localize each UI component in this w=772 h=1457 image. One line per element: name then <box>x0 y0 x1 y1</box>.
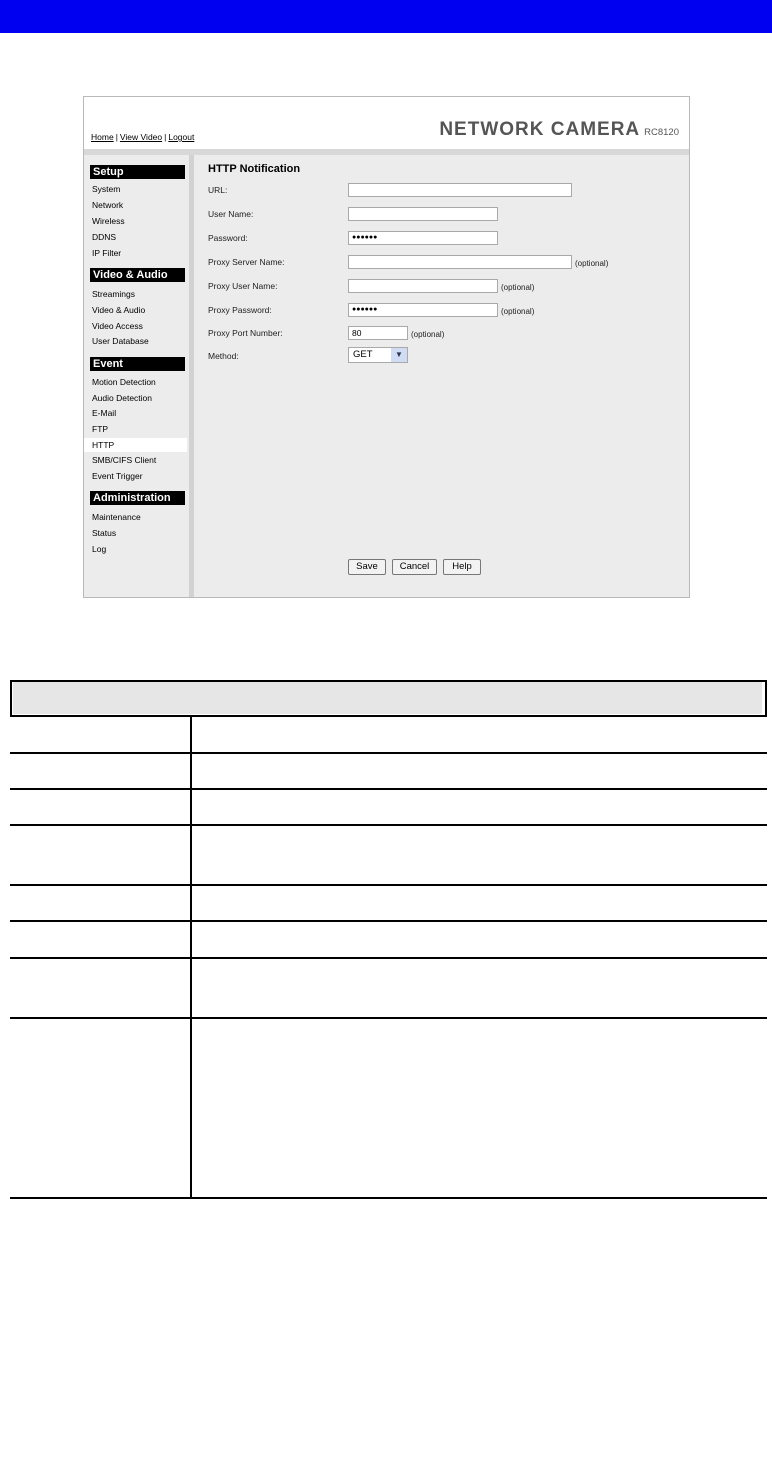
camera-header <box>84 97 689 149</box>
sidebar-item-video-access[interactable]: Video Access <box>92 321 143 331</box>
url-field[interactable] <box>348 183 572 197</box>
help-button[interactable]: Help <box>443 559 481 575</box>
brand-model: RC8120 <box>644 127 679 138</box>
method-label: Method: <box>208 351 239 361</box>
link-separator: | <box>164 132 167 142</box>
proxy-user-name-field[interactable] <box>348 279 498 293</box>
user-name-label: User Name: <box>208 209 254 219</box>
save-button[interactable]: Save <box>348 559 386 575</box>
sidebar <box>84 155 194 597</box>
top-bar <box>0 0 772 33</box>
table-row-divider <box>10 920 767 922</box>
table-border-right <box>765 680 767 716</box>
table-column-divider <box>190 716 192 1199</box>
header-links <box>91 132 194 142</box>
password-field[interactable]: ●●●●●● <box>348 231 498 245</box>
sidebar-item-wireless[interactable]: Wireless <box>92 216 125 226</box>
logout-link[interactable]: Logout <box>168 132 195 142</box>
cancel-button[interactable]: Cancel <box>392 559 437 575</box>
chevron-down-icon[interactable]: ▼ <box>391 348 407 362</box>
url-label: URL: <box>208 185 228 195</box>
table-row-divider <box>10 884 767 886</box>
sidebar-item-motion-detection[interactable]: Motion Detection <box>92 377 156 387</box>
password-label: Password: <box>208 233 248 243</box>
link-separator: | <box>115 132 118 142</box>
sidebar-item-streamings[interactable]: Streamings <box>92 289 135 299</box>
proxy-port-number-field[interactable]: 80 <box>348 326 408 340</box>
sidebar-item-http[interactable]: HTTP <box>84 438 187 452</box>
method-select[interactable] <box>348 347 408 363</box>
optional-note: (optional) <box>575 259 609 268</box>
sidebar-section-video-audio: Video & Audio <box>90 268 185 282</box>
sidebar-item-ip-filter[interactable]: IP Filter <box>92 248 122 258</box>
method-value: GET <box>353 349 373 360</box>
sidebar-item-network[interactable]: Network <box>92 200 124 210</box>
table-row-divider <box>10 788 767 790</box>
sidebar-item-smb-cifs-client[interactable]: SMB/CIFS Client <box>92 455 157 465</box>
view-video-link[interactable]: View Video <box>119 132 163 142</box>
table-row-divider <box>10 1017 767 1019</box>
page-title: HTTP Notification <box>208 163 301 175</box>
proxy-password-field[interactable]: ●●●●●● <box>348 303 498 317</box>
sidebar-item-audio-detection[interactable]: Audio Detection <box>92 393 153 403</box>
table-border-bottom <box>10 1197 767 1199</box>
user-name-field[interactable] <box>348 207 498 221</box>
sidebar-item-status[interactable]: Status <box>92 528 117 538</box>
optional-note: (optional) <box>501 283 535 292</box>
optional-note: (optional) <box>411 330 445 339</box>
sidebar-item-video-audio[interactable]: Video & Audio <box>92 305 146 315</box>
brand-name: NETWORK CAMERA <box>439 119 641 140</box>
table-row-divider <box>10 957 767 959</box>
main-panel <box>194 155 689 597</box>
sidebar-item-log[interactable]: Log <box>92 544 107 554</box>
sidebar-item-maintenance[interactable]: Maintenance <box>92 512 141 522</box>
home-link[interactable]: Home <box>91 132 114 142</box>
sidebar-item-ftp[interactable]: FTP <box>92 424 109 434</box>
proxy-port-number-label: Proxy Port Number: <box>208 328 283 338</box>
sidebar-item-ddns[interactable]: DDNS <box>92 232 117 242</box>
brand-logo <box>439 119 679 141</box>
camera-screenshot <box>83 96 690 598</box>
sidebar-item-system[interactable]: System <box>92 184 121 194</box>
sidebar-section-event: Event <box>90 357 185 371</box>
table-row-divider <box>10 752 767 754</box>
sidebar-item-event-trigger[interactable]: Event Trigger <box>92 471 143 481</box>
proxy-server-name-label: Proxy Server Name: <box>208 257 285 267</box>
sidebar-item-user-database[interactable]: User Database <box>92 336 149 346</box>
proxy-user-name-label: Proxy User Name: <box>208 281 278 291</box>
sidebar-item-email[interactable]: E-Mail <box>92 408 117 418</box>
optional-note: (optional) <box>501 307 535 316</box>
table-row-divider <box>10 715 767 717</box>
settings-table <box>10 680 767 1457</box>
proxy-server-name-field[interactable] <box>348 255 572 269</box>
table-header-row <box>13 682 762 714</box>
sidebar-section-administration: Administration <box>90 491 185 505</box>
table-row-divider <box>10 824 767 826</box>
proxy-password-label: Proxy Password: <box>208 305 272 315</box>
sidebar-section-setup: Setup <box>90 165 185 179</box>
table-border-left <box>10 680 12 716</box>
